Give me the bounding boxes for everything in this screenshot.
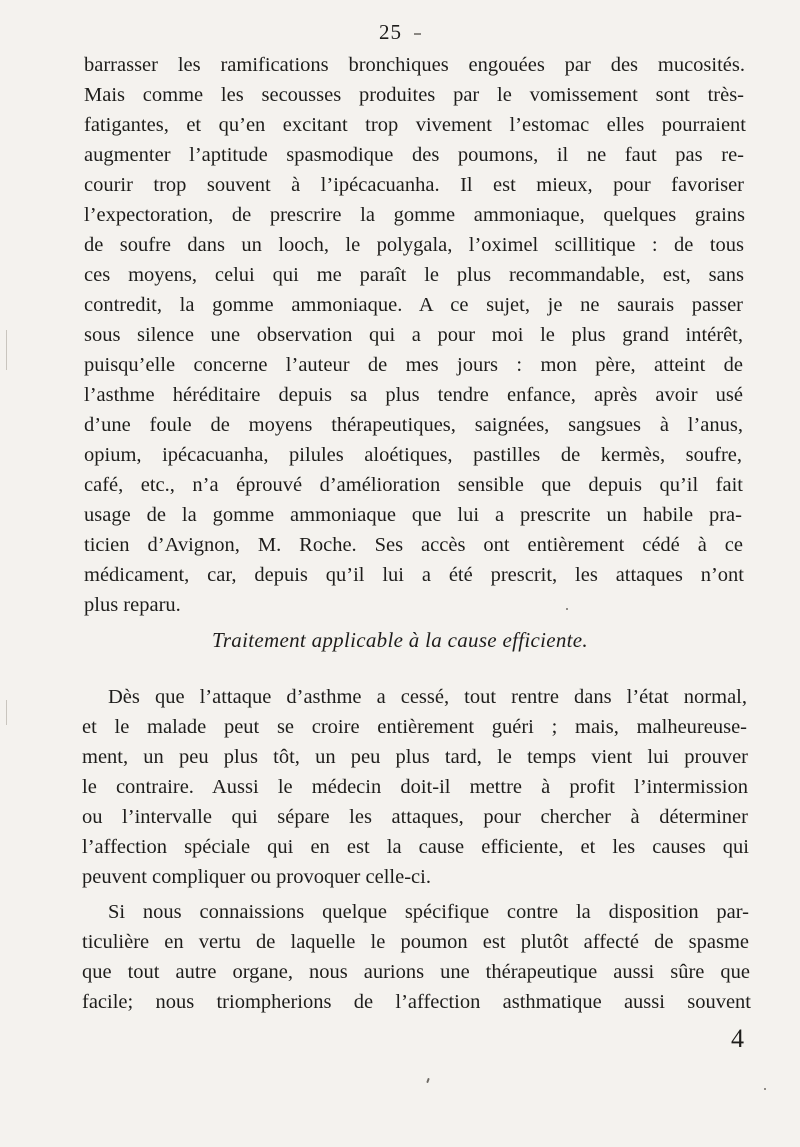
text-line: ou l’intervalle qui sépare les attaques, pour chercher à déterminer bbox=[82, 806, 748, 828]
text-line: café, etc., n’a éprouvé d’amélioration sensible que depuis qu’il fait bbox=[84, 474, 743, 496]
text-line: Mais comme les secousses produites par le vomissement sont très- bbox=[84, 84, 744, 106]
text-line: ticien d’Avignon, M. Roche. Ses accès ont entièrement cédé à ce bbox=[84, 534, 743, 556]
scan-margin-mark bbox=[6, 700, 7, 725]
section-heading: Traitement applicable à la cause efficiente. bbox=[212, 628, 588, 652]
text-line: sous silence une observation qui a pour moi le plus grand intérêt, bbox=[84, 324, 743, 346]
text-line: médicament, car, depuis qu’il lui a été prescrit, les attaques n’ont bbox=[84, 564, 744, 586]
text-line: courir trop souvent à l’ipécacuanha. Il est mieux, pour favoriser bbox=[84, 174, 744, 196]
text-line: l’expectoration, de prescrire la gomme ammoniaque, quelques grains bbox=[84, 204, 745, 226]
text-line: puisqu’elle concerne l’auteur de mes jours : mon père, atteint de bbox=[84, 354, 743, 376]
text-line: usage de la gomme ammoniaque que lui a prescrite un habile pra- bbox=[84, 504, 742, 526]
text-line: ces moyens, celui qui me paraît le plus recommandable, est, sans bbox=[84, 264, 744, 286]
text-line: facile; nous triompherions de l’affection asthmatique aussi souvent bbox=[82, 991, 751, 1013]
text-line: de soufre dans un looch, le polygala, l’oximel scillitique : de tous bbox=[84, 234, 744, 256]
text-line: Dès que l’attaque d’asthme a cessé, tout rentre dans l’état normal, bbox=[108, 686, 747, 708]
signature-mark: 4 bbox=[731, 1024, 744, 1053]
ink-speck bbox=[426, 1078, 430, 1083]
text-line: ticulière en vertu de laquelle le poumon est plutôt affecté de spasme bbox=[82, 931, 749, 953]
text-line: contredit, la gomme ammoniaque. A ce sujet, je ne saurais passer bbox=[84, 294, 743, 316]
text-line: l’affection spéciale qui en est la cause efficiente, et les causes qui bbox=[82, 836, 749, 858]
text-line: augmenter l’aptitude spasmodique des poumons, il ne faut pas re- bbox=[84, 144, 744, 166]
ink-speck bbox=[566, 608, 568, 610]
scan-margin-mark bbox=[6, 330, 7, 370]
text-line: ment, un peu plus tôt, un peu plus tard, le temps vient lui prouver bbox=[82, 746, 748, 768]
text-line: et le malade peut se croire entièrement guéri ; mais, malheureuse- bbox=[82, 716, 747, 738]
page-number: 25 bbox=[0, 20, 800, 45]
text-line: le contraire. Aussi le médecin doit-il mettre à profit l’intermission bbox=[82, 776, 748, 798]
text-line: fatigantes, et qu’en excitant trop vivement l’estomac elles pourraient bbox=[84, 114, 746, 136]
text-line: que tout autre organe, nous aurions une thérapeutique aussi sûre que bbox=[82, 961, 750, 983]
text-line: Si nous connaissions quelque spécifique contre la disposition par- bbox=[108, 901, 749, 923]
text-line: opium, ipécacuanha, pilules aloétiques, pastilles de kermès, soufre, bbox=[84, 444, 742, 466]
text-line: peuvent compliquer ou provoquer celle-ci. bbox=[82, 866, 431, 888]
text-line: plus reparu. bbox=[84, 594, 181, 616]
text-line: l’asthme héréditaire depuis sa plus tendre enfance, après avoir usé bbox=[84, 384, 743, 406]
page-number-dash bbox=[414, 33, 421, 35]
text-line: barrasser les ramifications bronchiques engouées par des mucosités. bbox=[84, 54, 745, 76]
ink-speck bbox=[764, 1088, 766, 1090]
text-line: d’une foule de moyens thérapeutiques, saignées, sangsues à l’anus, bbox=[84, 414, 743, 436]
